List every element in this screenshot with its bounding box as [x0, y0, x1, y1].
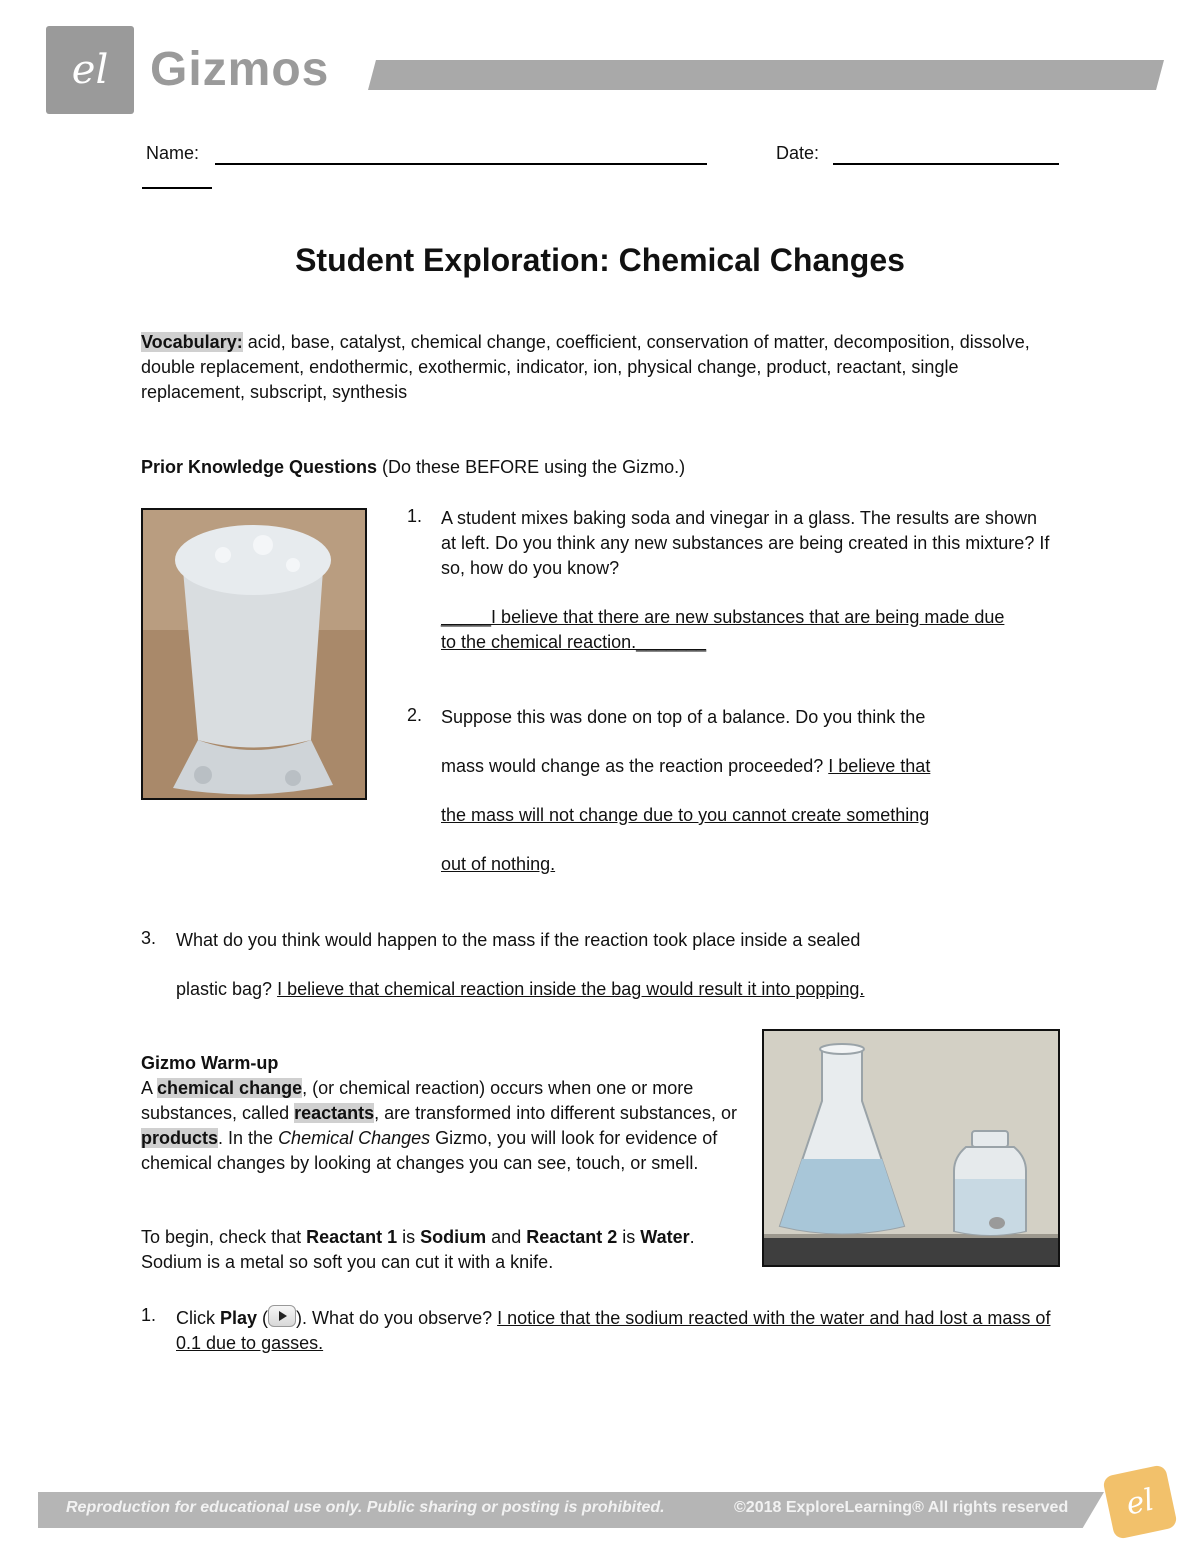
reactant1-label: Reactant 1 — [306, 1227, 398, 1247]
vocabulary-text: acid, base, catalyst, chemical change, coefficient, conservation of matter, decomposition, dissolve, double replacement, endothermic, exothermic, indicator, ion, physical change, product, reactant, single replacement, subscript, synthesis — [141, 332, 1030, 402]
warmup-p2-a: To begin, check that — [141, 1227, 307, 1247]
prior-q2-answer-part3[interactable]: out of nothing. — [441, 854, 556, 874]
prior-q3-text-line2: plastic bag? — [176, 979, 278, 999]
prior-q2-line2 — [441, 754, 1056, 779]
term-reactants: reactants — [294, 1103, 375, 1123]
gizmo-flask-screenshot — [762, 1029, 1060, 1267]
warmup-p2-c: and — [486, 1227, 527, 1247]
prior-q2-answer-part1[interactable]: I believe that — [828, 756, 931, 776]
prior-q3-number: 3. — [141, 928, 157, 948]
warmup-paragraph-2 — [141, 1225, 741, 1275]
header-bar — [368, 60, 1164, 90]
prior-q3-line2 — [176, 977, 1056, 1002]
warmup-p2-d: is — [617, 1227, 641, 1247]
footer-logo — [1102, 1464, 1178, 1540]
page-title: Student Exploration: Chemical Changes — [295, 242, 905, 278]
warmup-p1-d: . In the — [218, 1128, 279, 1148]
warmup-p1-a: A — [141, 1078, 158, 1098]
footer-copyright: ©2018 ExploreLearning® All rights reserved — [734, 1499, 1069, 1516]
date-field[interactable] — [833, 163, 1059, 165]
warmup-p1-b: , (or chemical reaction) occurs when one or more substances, called — [141, 1078, 694, 1123]
warmup-paragraph-1 — [141, 1076, 741, 1176]
prior-knowledge-heading — [141, 455, 1041, 480]
reactant2-label: Reactant 2 — [526, 1227, 618, 1247]
baking-soda-glass-photo — [141, 508, 367, 800]
warmup-q1-number: 1. — [141, 1305, 157, 1325]
warmup-p1-e: Gizmo, you will look for evidence of chemical changes by looking at changes you can see, touch, or smell. — [141, 1128, 718, 1173]
prior-q2-text-line2: mass would change as the reaction proceeded? — [441, 756, 829, 776]
warmup-q1-text-b: ( — [257, 1308, 269, 1328]
explorelearning-logo — [46, 26, 134, 114]
warmup-p2-b: is — [397, 1227, 421, 1247]
warmup-p2-e: . Sodium is a metal so soft you can cut it with a knife. — [141, 1227, 695, 1272]
play-label: Play — [220, 1308, 258, 1328]
warmup-heading: Gizmo Warm-up — [141, 1053, 279, 1073]
prior-knowledge-title: Prior Knowledge Questions — [141, 457, 378, 477]
warmup-q1-answer[interactable]: I notice that the sodium reacted with the water and had lost a mass of 0.1 due to gasses. — [176, 1308, 1051, 1353]
logo-text: el — [71, 47, 109, 93]
prior-q3-line1: What do you think would happen to the mass if the reaction took place inside a sealed — [176, 930, 861, 950]
reactant2-value: Water — [640, 1227, 690, 1247]
warmup-p1-c: , are transformed into different substances, or — [374, 1103, 737, 1123]
prior-q2-answer-part2[interactable]: the mass will not change due to you cannot create something — [441, 805, 930, 825]
prior-knowledge-note: (Do these BEFORE using the Gizmo.) — [377, 457, 686, 477]
footer-logo-text: el — [1122, 1482, 1158, 1522]
term-chemical-change: chemical change — [157, 1078, 303, 1098]
name-field[interactable] — [215, 163, 707, 165]
foam-glass-image — [143, 510, 365, 798]
gizmos-brand: Gizmos — [150, 43, 330, 96]
warmup-q1-text-c: ). What do you observe? — [296, 1308, 498, 1328]
prior-q2-number: 2. — [407, 705, 423, 725]
prior-q3-answer[interactable]: I believe that chemical reaction inside the bag would result it into popping. — [277, 979, 865, 999]
vocabulary-paragraph — [141, 330, 1056, 405]
reactant1-value: Sodium — [420, 1227, 487, 1247]
footer-disclaimer: Reproduction for educational use only. Public sharing or posting is prohibited. — [66, 1499, 665, 1516]
prior-q2-line1: Suppose this was done on top of a balance. Do you think the — [441, 707, 926, 727]
prior-q1-answer[interactable]: _____I believe that there are new substances that are being made due to the chemical reaction._______ — [441, 607, 1005, 652]
prior-q1-number: 1. — [407, 506, 423, 526]
vocabulary-label: Vocabulary: — [141, 332, 243, 352]
flask-and-jar-image — [764, 1031, 1058, 1265]
name-label: Name: — [146, 143, 200, 163]
gizmo-name: Chemical Changes — [278, 1128, 431, 1148]
warmup-q1-text — [176, 1305, 1056, 1356]
term-products: products — [141, 1128, 219, 1148]
date-field-continuation — [142, 187, 212, 189]
warmup-q1-text-a: Click — [176, 1308, 220, 1328]
prior-q1-text: A student mixes baking soda and vinegar in a glass. The results are shown at left. Do you think any new substances are being created in this mixture? If so, how do you know? — [441, 508, 1050, 578]
date-label: Date: — [776, 143, 820, 163]
play-icon — [268, 1305, 296, 1327]
